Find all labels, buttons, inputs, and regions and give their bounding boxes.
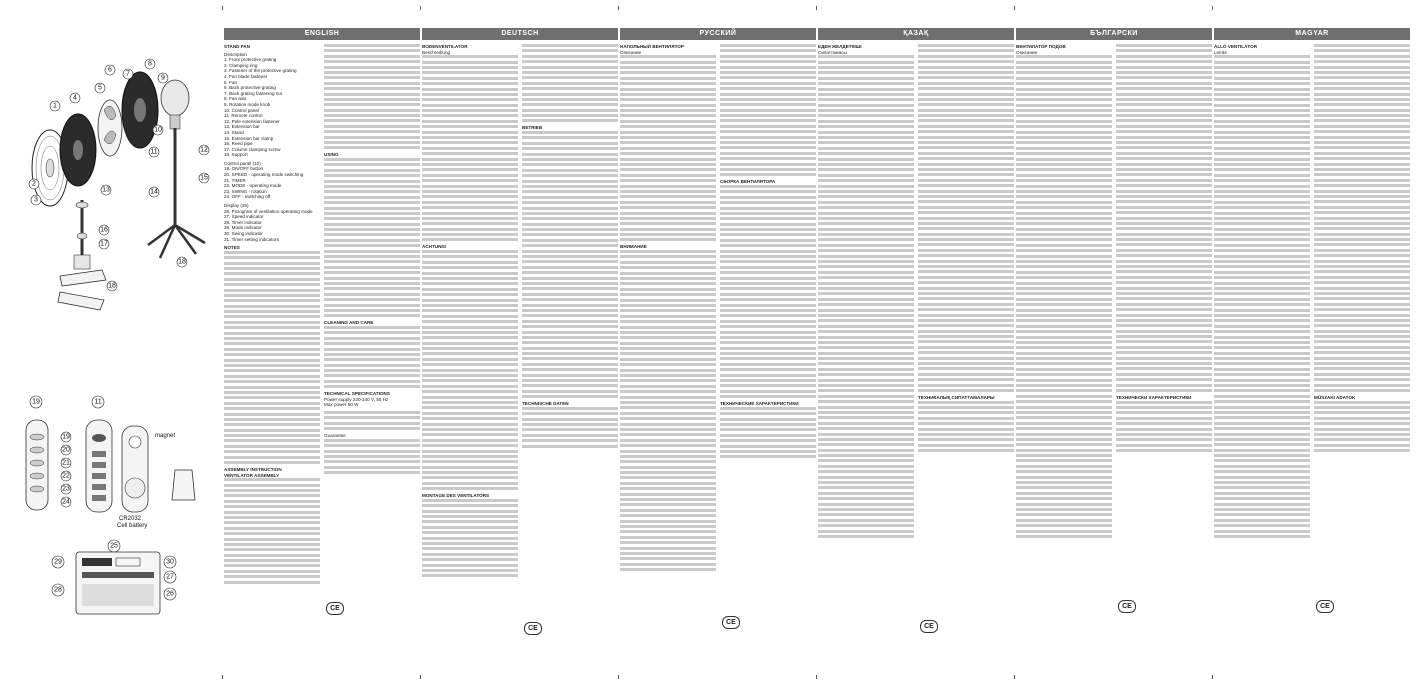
part-label-9: 9 [161,74,165,82]
part-label-3: 3 [34,196,38,204]
bulgarian-title: ВЕНТИЛАТОР ПОДОВ [1016,44,1066,49]
ce-mark-bulgarian: CE [1118,600,1136,613]
russian-assembly-heading: СБОРКА ВЕНТИЛЯТОРА [720,179,776,185]
english-description-heading: Description [224,51,247,57]
magyar-column-right [1314,44,1410,674]
english-power-supply-label: Power supply [324,396,352,402]
svg-text:26: 26 [166,590,174,598]
russian-description-heading: Описание [620,49,642,55]
fold-mark [222,6,223,10]
battery-label-line2: Cell battery [117,523,148,529]
english-power-value: 50 W [347,402,359,408]
part-label-12: 12 [200,146,208,154]
deutsch-column-left [422,44,518,674]
kazakh-column-left [818,44,914,674]
ce-mark-deutsch: CE [524,622,542,635]
english-part-1: 1. Front protective grating [224,57,277,63]
english-column-right [324,44,420,674]
english-notes-heading: NOTES [224,245,240,251]
russian-title: НАПОЛЬНЫЙ ВЕНТИЛЯТОР [620,44,684,49]
deutsch-spec-heading: TECHNISCHE DATEN [522,401,569,407]
fold-mark [420,6,421,10]
svg-text:22: 22 [62,472,70,480]
english-display-31: 31. Timer setting indicators [224,236,279,242]
kazakh-description-heading: Сипаттамасы [818,49,847,55]
column-assembly-illustration [58,200,106,310]
english-part-12: 12. Pole extension fastener [224,118,280,124]
kazakh-column-right [918,44,1014,674]
ce-mark-magyar: CE [1316,600,1334,613]
fold-mark [618,675,619,679]
svg-text:21: 21 [62,459,70,467]
english-display-28: 28. Timer indicator [224,219,262,225]
part-label-17: 17 [100,240,108,248]
english-display-30: 30. Swing indicator [224,231,263,236]
fold-mark [1014,6,1015,10]
battery-label-line1: CR2032 [119,516,142,522]
english-column-left [224,44,320,674]
header-bulgarian: БЪЛГАРСКИ [1016,28,1212,40]
product-diagram [0,0,222,685]
bulgarian-column-right [1116,44,1212,674]
part-label-18: 18 [178,258,186,266]
english-control-24: 24. OFF - switching off [224,194,271,200]
fold-mark [222,675,223,679]
english-title: STAND FAN [224,44,250,49]
fold-mark [816,675,817,679]
svg-text:28: 28 [54,586,62,594]
magnet-label: magnet [155,433,176,439]
part-label-18b: 18 [108,282,116,290]
english-assembly-heading: ASSEMBLY INSTRUCTION [224,467,282,473]
english-ventilation-heading: VENTILATOR ASSEMBLY [224,472,280,478]
part-label-14: 14 [150,188,158,196]
english-part-5: 5. Fan [224,79,238,85]
part-label-10: 10 [154,126,162,134]
english-part-7: 7. Back grating fastening nut [224,90,283,96]
english-display-26: 26. Pictogram of ventilation operating mode [224,208,313,214]
english-display-27: 27. Speed indicator [224,214,264,220]
back-grating-illustration [122,72,158,148]
part-label-11: 11 [150,148,158,156]
motor-illustration [161,80,189,129]
deutsch-column-right [522,44,618,674]
part-label-5: 5 [98,84,102,92]
part-label-1: 1 [53,102,57,110]
magyar-column-left [1214,44,1310,674]
svg-text:19: 19 [32,398,40,406]
deutsch-title: BODENVENTILATOR [422,44,468,49]
deutsch-assembly-heading: MONTAGE DES VENTILATORS [422,493,490,499]
english-control-20: 20. SPEED - operating mode switching [224,172,304,178]
english-spec-heading: TECHNICAL SPECIFICATIONS [324,391,390,397]
english-part-15: 15. Extension bar clamp [224,135,274,141]
part-label-2: 2 [32,180,36,188]
english-part-11: 11. Remote control [224,113,263,119]
svg-text:29: 29 [54,558,62,566]
fold-mark [420,675,421,679]
fold-mark [1212,6,1213,10]
magyar-spec-heading: MŰSZAKI ADATOK [1314,395,1356,400]
part-label-6: 6 [108,66,112,74]
russian-column-right [720,44,816,674]
english-part-13: 13. Extension bar [224,124,260,130]
magyar-title: ÁLLÓ VENTILÁTOR [1214,44,1258,49]
part-label-13: 13 [102,186,110,194]
ce-mark-english: CE [326,602,344,615]
fan-blade-illustration [98,100,122,156]
english-power-supply-value: 220-240 V, 50 Hz [352,396,389,402]
english-cleaning-heading: CLEANING AND CARE [324,320,374,326]
russian-safety-heading: ВНИМАНИЕ [620,244,647,250]
english-display-29: 29. Mode indicator [224,225,262,231]
english-display-heading: Display (25) [224,203,249,209]
bulgarian-column-left [1016,44,1112,674]
svg-text:20: 20 [62,446,70,454]
english-control-21: 21. TIMER [224,177,246,183]
english-part-18: 18. Support [224,152,248,158]
part-label-15: 15 [200,174,208,182]
english-using-heading: USING [324,152,339,158]
english-part-14: 14. Stand [224,129,244,135]
header-russian: РУССКИЙ [620,28,816,40]
remote-control-illustration [26,396,195,529]
english-guarantee-heading: Guarantee [324,433,346,439]
svg-text:19: 19 [62,433,70,441]
clamping-ring-illustration [60,114,96,186]
fold-mark [1014,675,1015,679]
english-power-label: Max power [324,402,347,408]
fan-exploded-view [0,0,222,685]
russian-spec-heading: ТЕХНИЧЕСКИЕ ХАРАКТЕРИСТИКИ [720,401,799,407]
bulgarian-spec-heading: ТЕХНИЧЕСКИ ХАРАКТЕРИСТИКИ [1116,395,1192,400]
part-label-7: 7 [126,70,130,78]
ce-mark-kazakh: CE [920,620,938,633]
deutsch-description-heading: Beschreibung [422,49,451,55]
ce-mark-russian: CE [722,616,740,629]
english-control-panel-heading: Control panel (10) [224,160,261,166]
english-part-16: 16. Reed pipe [224,141,253,147]
english-part-6: 6. Back protective grating [224,85,276,91]
header-kazakh: ҚАЗАҚ [818,28,1014,40]
fold-mark [1212,675,1213,679]
svg-text:25: 25 [110,542,118,550]
part-label-16: 16 [100,226,108,234]
english-part-9: 9. Rotation mode knob [224,101,271,107]
display-panel-illustration [52,540,176,614]
bulgarian-description-heading: Описание [1016,49,1038,55]
header-magyar: MAGYAR [1214,28,1410,40]
part-label-4: 4 [73,94,77,102]
english-part-10: 10. Control panel [224,107,259,113]
svg-text:11: 11 [94,398,102,406]
english-control-22: 22. MODE - operating mode [224,183,282,189]
english-part-17: 17. Column clamping screw [224,146,281,152]
english-part-3: 3. Fastener of the protective grating [224,68,297,74]
part-label-8: 8 [148,60,152,68]
header-deutsch: DEUTSCH [422,28,618,40]
english-part-2: 2. Clamping ring [224,62,258,68]
fold-mark [618,6,619,10]
svg-text:30: 30 [166,558,174,566]
header-english: ENGLISH [224,28,420,40]
russian-column-left [620,44,716,674]
deutsch-safety-heading: ACHTUNG! [422,244,447,250]
english-part-4: 4. Fan blade fastener [224,73,268,79]
english-part-8: 8. Fan axis [224,96,247,102]
svg-text:27: 27 [166,573,174,581]
kazakh-title: ЕДЕН ЖЕЛДЕТКІШІ [818,44,862,49]
kazakh-spec-heading: ТЕХНИКАЛЫҚ СИПАТТАМАЛАРЫ [918,395,995,400]
svg-text:24: 24 [62,498,70,506]
svg-text:23: 23 [62,485,70,493]
magyar-description-heading: Leírás [1214,49,1227,55]
english-control-19: 19. ON/OFF button [224,166,264,172]
deutsch-using-heading: BETRIEB [522,125,543,131]
fold-mark [816,6,817,10]
english-control-23: 23. SWING - rotation [224,188,267,194]
